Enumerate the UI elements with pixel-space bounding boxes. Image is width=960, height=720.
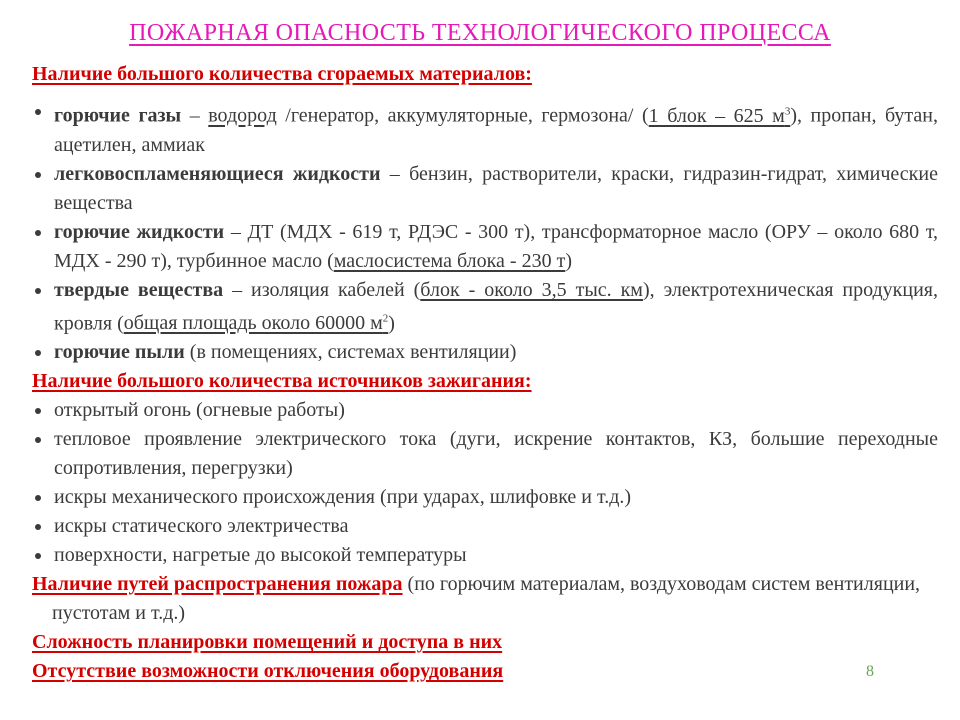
list-item-combustible-liquids: горючие жидкости – ДТ (МДХ - 619 т, РДЭС - 300 т), трансформаторное масло (ОРУ – около 680 т, МДХ - 290 т), турбинное масло (маслосистема блока - 230 т): [32, 218, 938, 276]
section-heading-combustible: Наличие большого количества сгораемых материалов:: [32, 63, 532, 85]
slide-content: [32, 60, 938, 686]
section-heading-layout: Сложность планировки помещений и доступа в них: [32, 631, 503, 654]
list-item-solids: твердые вещества – изоляция кабелей (блок - около 3,5 тыс. км), электротехническая продукция, кровля (общая площадь около 60000 $м^2$): [32, 276, 938, 339]
list-item-mechanical-sparks: искры механического происхождения (при ударах, шлифовке и т.д.): [32, 483, 938, 512]
page-number: 8: [866, 663, 874, 680]
section-heading-ignition: Наличие большого количества источников зажигания:: [32, 370, 532, 393]
section-heading-shutdown: Отсутствие возможности отключения оборудования: [32, 660, 504, 683]
list-item-flammable-liquids: легковоспламеняющиеся жидкости – бензин, растворители, краски, гидразин-гидрат, химические вещества: [32, 160, 938, 218]
list-item-dusts: горючие пыли (в помещениях, системах вентиляции): [32, 338, 938, 367]
page-title: ПОЖАРНАЯ ОПАСНОСТЬ ТЕХНОЛОГИЧЕСКОГО ПРОЦЕССА: [129, 20, 831, 46]
section-fire-spread: Наличие путей распространения пожара (по горючим материалам, воздуховодам систем вентиляции, пустотам и т.д.): [32, 573, 921, 625]
list-item-hot-surfaces: поверхности, нагретые до высокой температуры: [32, 541, 938, 570]
list-item-open-fire: открытый огонь (огневые работы): [32, 396, 938, 425]
list-item-static-sparks: искры статического электричества: [32, 512, 938, 541]
list-item-gases: горючие газы – водород /генератор, аккумуляторные, гермозона/ (1 блок – 625 $м^3$), пропан, бутан, ацетилен, аммиак: [32, 97, 938, 160]
list-item-electric-current: тепловое проявление электрического тока (дуги, искрение контактов, КЗ, большие переходные сопротивления, перегрузки): [32, 425, 938, 483]
